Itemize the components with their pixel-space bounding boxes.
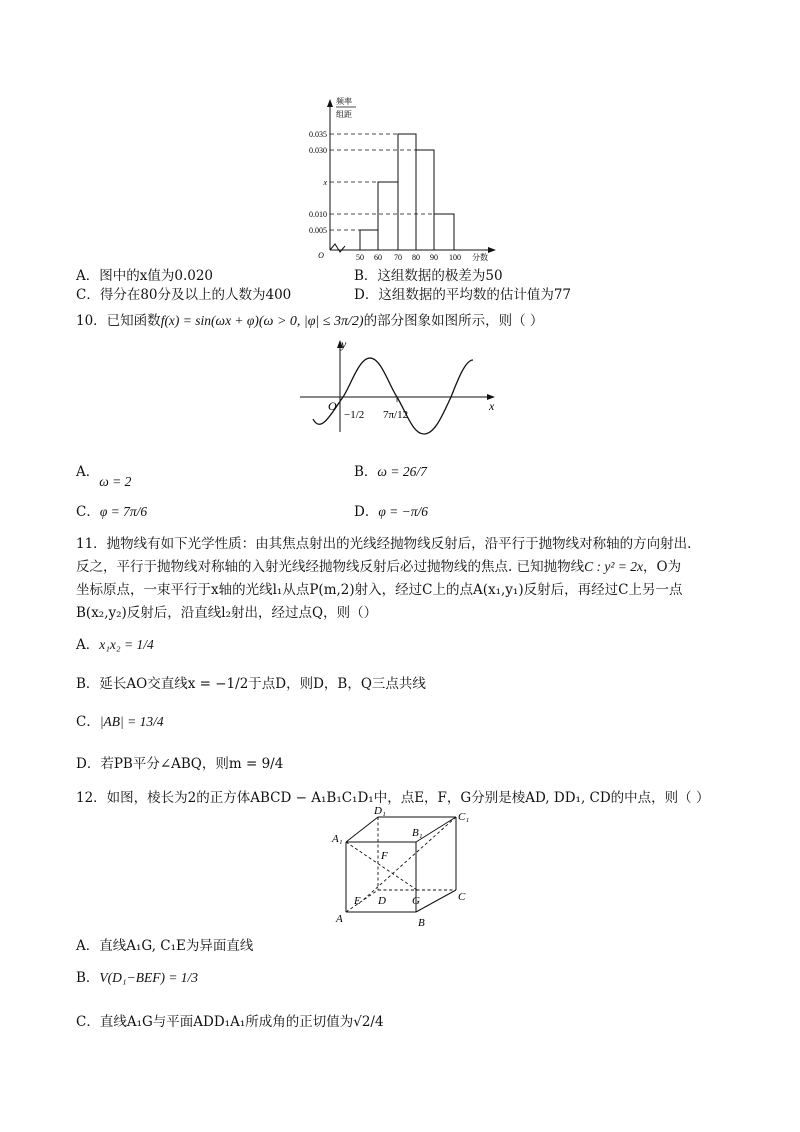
histogram-ylabel-bottom: 组距	[336, 110, 352, 119]
q11-parabola: C : y² = 2x	[584, 559, 643, 574]
q11-option-c[interactable]	[76, 710, 164, 730]
sine-x-label: x	[489, 399, 495, 413]
histogram-origin: O	[318, 251, 324, 260]
histogram-bar-70-80	[398, 134, 416, 250]
xtick-80: 80	[412, 253, 420, 262]
q10-option-d-label: D．	[354, 504, 379, 520]
q12-option-b-math: V(D₁−BEF) = 1/3	[99, 970, 199, 985]
q10-option-a-math: ω = 2	[99, 474, 132, 489]
histogram-bar-90-100	[434, 214, 454, 250]
q11-option-b[interactable]: B．延长AO交直线x = −1/2于点D，则D，B，Q三点共线	[76, 676, 426, 692]
q10-option-b-label: B．	[354, 464, 378, 480]
cube-label-e: E	[354, 895, 361, 907]
xtick-70: 70	[394, 253, 402, 262]
q10-option-a-label: A．	[76, 464, 100, 480]
cube-label-g: G	[412, 895, 420, 907]
q12-option-c[interactable]: C．直线A₁G与平面ADD₁A₁所成角的正切值为√2/4	[76, 1014, 384, 1030]
q9-option-d[interactable]: D．这组数据的平均数的估计值为77	[354, 287, 572, 303]
cube-label-a1: A₁	[332, 833, 343, 845]
q10-func: f(x) = sin(ωx + φ)	[160, 313, 259, 328]
histogram-bar-60-70	[378, 182, 398, 250]
q12-option-b-label: B．	[76, 970, 100, 986]
histogram-bar-50-60	[360, 230, 378, 250]
q11-line-1: 11．抛物线有如下光学性质：由其焦点射出的光线经抛物线反射后，沿平行于抛物线对称轴的方向射出.	[76, 536, 692, 552]
q10-option-b[interactable]	[354, 460, 427, 480]
q9-option-a[interactable]: A．图中的x值为0.020	[76, 268, 214, 284]
q11-option-c-math: |AB| = 13/4	[99, 714, 164, 729]
ytick-0005: 0.005	[309, 226, 327, 235]
histogram-xlabel: 分数	[472, 253, 488, 262]
q10-option-b-math: ω = 26/7	[377, 464, 427, 479]
cube-label-b: B	[418, 917, 425, 929]
q12-option-b[interactable]	[76, 966, 198, 986]
cube-label-a: A	[336, 913, 343, 925]
ytick-0030: 0.030	[309, 146, 327, 155]
ytick-x: x	[323, 178, 327, 187]
q11-line-2a: 反之，平行于抛物线对称轴的入射光线经抛物线反射后必过抛物线的焦点. 已知抛物线	[76, 559, 585, 575]
q10-option-c[interactable]	[76, 500, 147, 520]
xtick-90: 90	[430, 253, 438, 262]
histogram-ylabel-top: 频率	[336, 97, 352, 106]
sine-tick-7pi12: 7π/12	[383, 409, 409, 421]
q10-stem-prefix: 10．已知函数	[76, 313, 161, 329]
xtick-60: 60	[374, 253, 382, 262]
cube-label-d: D	[378, 895, 386, 907]
q10-option-d[interactable]	[354, 500, 428, 520]
ytick-0010: 0.010	[309, 210, 327, 219]
q11-option-c-label: C．	[76, 714, 100, 730]
q10-option-c-label: C．	[76, 504, 100, 520]
cube-label-d1: D₁	[374, 805, 386, 817]
q10-option-c-math: φ = 7π/6	[99, 504, 148, 519]
ytick-0035: 0.035	[309, 130, 327, 139]
q10-option-d-math: φ = −π/6	[378, 504, 429, 519]
q11-line-3: 坐标原点，一束平行于x轴的光线l₁从点P(m,2)射入，经过C上的点A(x₁,y₁)反射后，再经过C上另一点	[76, 582, 683, 598]
cube-figure	[330, 804, 480, 932]
xtick-50: 50	[356, 253, 364, 262]
q10-condition: (ω > 0, |φ| ≤ 3π/2)	[258, 314, 364, 329]
sine-graph	[295, 338, 505, 436]
q10-stem	[76, 308, 543, 335]
q10-option-a[interactable]	[76, 460, 132, 489]
q11-line-4: B(x₂,y₂)反射后，沿直线l₂射出，经过点Q，则（）	[76, 605, 378, 621]
q11-option-a[interactable]	[76, 633, 154, 653]
q11-option-a-math: x₁x₂ = 1/4	[99, 637, 154, 652]
q11-line-2	[76, 555, 681, 575]
sine-origin: O	[328, 399, 337, 413]
cube-label-b1: B₁	[412, 827, 423, 839]
frequency-histogram	[300, 95, 500, 263]
q9-option-c[interactable]: C．得分在80分及以上的人数为400	[76, 287, 292, 303]
cube-label-c1: C₁	[458, 811, 470, 823]
q11-option-a-label: A．	[76, 637, 100, 653]
sine-tick-neg-half: −1/2	[344, 409, 365, 421]
q11-line-2b: ，O为	[643, 559, 682, 575]
xtick-100: 100	[449, 253, 461, 262]
cube-label-f: F	[381, 850, 388, 862]
q11-option-d[interactable]: D．若PB平分∠ABQ，则m = 9/4	[76, 756, 284, 772]
q10-stem-suffix: 的部分图象如图所示，则（ ）	[363, 313, 544, 329]
q12-option-a[interactable]: A．直线A₁G, C₁E为异面直线	[76, 938, 254, 954]
sine-curve	[313, 358, 473, 434]
histogram-bar-80-90	[416, 150, 434, 250]
sine-y-label: y	[341, 338, 347, 351]
q9-option-b[interactable]: B．这组数据的极差为50	[354, 268, 503, 284]
q12-stem: 12．如图，棱长为2的正方体ABCD − A₁B₁C₁D₁中，点E，F，G分别是棱AD, DD₁, CD的中点，则（ ）	[76, 790, 710, 806]
cube-label-c: C	[458, 891, 466, 903]
